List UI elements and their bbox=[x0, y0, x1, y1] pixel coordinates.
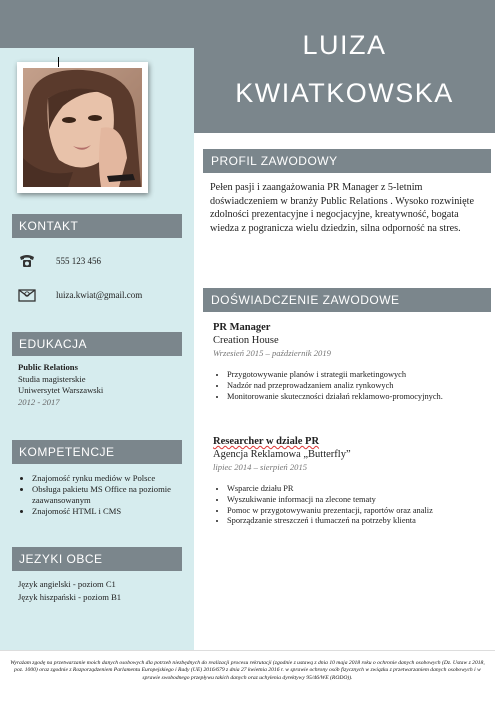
job-duty: • Monitorowanie skuteczności działań reklamowo-promocyjnych. bbox=[227, 392, 491, 403]
contact-phone: 555 123 456 bbox=[56, 256, 101, 266]
profile-photo-frame bbox=[17, 62, 148, 193]
job-entry bbox=[213, 321, 491, 402]
language-item: Język angielski - poziom C1 bbox=[18, 579, 116, 589]
section-title-education: EDUKACJA bbox=[12, 332, 182, 356]
job-duty: • Wyszukiwanie informacji na zlecone tematy bbox=[227, 495, 491, 506]
section-title-skills: KOMPETENCJE bbox=[12, 440, 182, 464]
job-duty: • Sporządzanie streszczeń i tłumaczeń na potrzeby klienta bbox=[227, 516, 491, 527]
education-dates: 2012 - 2017 bbox=[18, 396, 60, 407]
skills-list bbox=[20, 473, 192, 517]
job-company: Agencja Reklamowa „Butterfly” bbox=[213, 449, 351, 460]
job-duty: • Nadzór nad przeprowadzaniem analiz rynkowych bbox=[227, 381, 491, 392]
languages-list bbox=[18, 578, 121, 604]
skill-item: • Znajomość HTML i CMS bbox=[32, 506, 192, 517]
job-company: Creation House bbox=[213, 335, 279, 346]
job-title: PR Manager bbox=[213, 322, 271, 333]
telephone-icon bbox=[18, 253, 36, 269]
envelope-icon bbox=[18, 287, 36, 303]
job-duties bbox=[213, 484, 491, 527]
job-entry bbox=[213, 435, 491, 527]
education-entry bbox=[18, 362, 103, 408]
education-school: Uniwersytet Warszawski bbox=[18, 385, 104, 395]
job-dates: lipiec 2014 – sierpień 2015 bbox=[213, 462, 308, 472]
profile-summary: Pełen pasji i zaangażowania PR Manager z 5-letnim doświadczeniem w branży Public Relations . Wysoko rozwinięte zdolności prezentacyjne i negocjacyjne, kreatywność, bogata wiedza z pogranicza wielu dziedzin, silna odporność na stres. bbox=[210, 182, 475, 234]
education-field: Public Relations bbox=[18, 362, 78, 372]
job-duties bbox=[213, 370, 491, 402]
footer-divider bbox=[0, 650, 495, 651]
top-strip bbox=[0, 0, 194, 48]
first-name: LUIZA bbox=[302, 30, 387, 60]
language-item: Język hiszpański - poziom B1 bbox=[18, 592, 122, 602]
skill-item: • Znajomość rynku mediów w Polsce bbox=[32, 473, 192, 484]
skill-item: • Obsługa pakietu MS Office na poziomie zaawansowanym bbox=[32, 484, 192, 506]
text-cursor bbox=[58, 57, 59, 67]
job-duty: • Przygotowywanie planów i strategii marketingowych bbox=[227, 370, 491, 381]
job-duty: • Pomoc w przygotowywaniu prezentacji, raportów oraz analiz bbox=[227, 506, 491, 517]
last-name: KWIATKOWSKA bbox=[235, 78, 454, 108]
contact-email[interactable]: luiza.kwiat@gmail.com bbox=[56, 290, 143, 300]
job-dates: Wrzesień 2015 – październik 2019 bbox=[213, 348, 331, 358]
profile-photo bbox=[23, 68, 142, 187]
education-degree: Studia magisterskie bbox=[18, 373, 86, 384]
job-duty: • Wsparcie działu PR bbox=[227, 484, 491, 495]
section-title-experience: DOŚWIADCZENIE ZAWODOWE bbox=[203, 288, 491, 312]
job-title: Researcher w dziale PR bbox=[213, 436, 320, 447]
section-title-profile: PROFIL ZAWODOWY bbox=[203, 149, 491, 173]
section-title-languages: JEZYKI OBCE bbox=[12, 547, 182, 571]
section-title-contact: KONTAKT bbox=[12, 214, 182, 238]
gdpr-consent-clause: Wyrażam zgodę na przetwarzanie moich danych osobowych dla potrzeb niezbędnych do realizacji procesu rekrutacji (zgodnie z ustawą z dnia 10 maja 2018 roku o ochronie danych osobowych (Dz. Ustaw z 2018, poz. 1000) oraz zgodnie z Rozporządzeniem Parlamentu Europejskiego i Rady (UE) 2016/679 z dnia 27 kwietnia 2016 r. w sprawie ochrony osób fizycznych w związku z przetwarzaniem danych osobowych i w sprawie swobodnego przepływu takich danych oraz uchylenia dyrektywy 95/46/WE (RODO)). bbox=[10, 660, 485, 681]
